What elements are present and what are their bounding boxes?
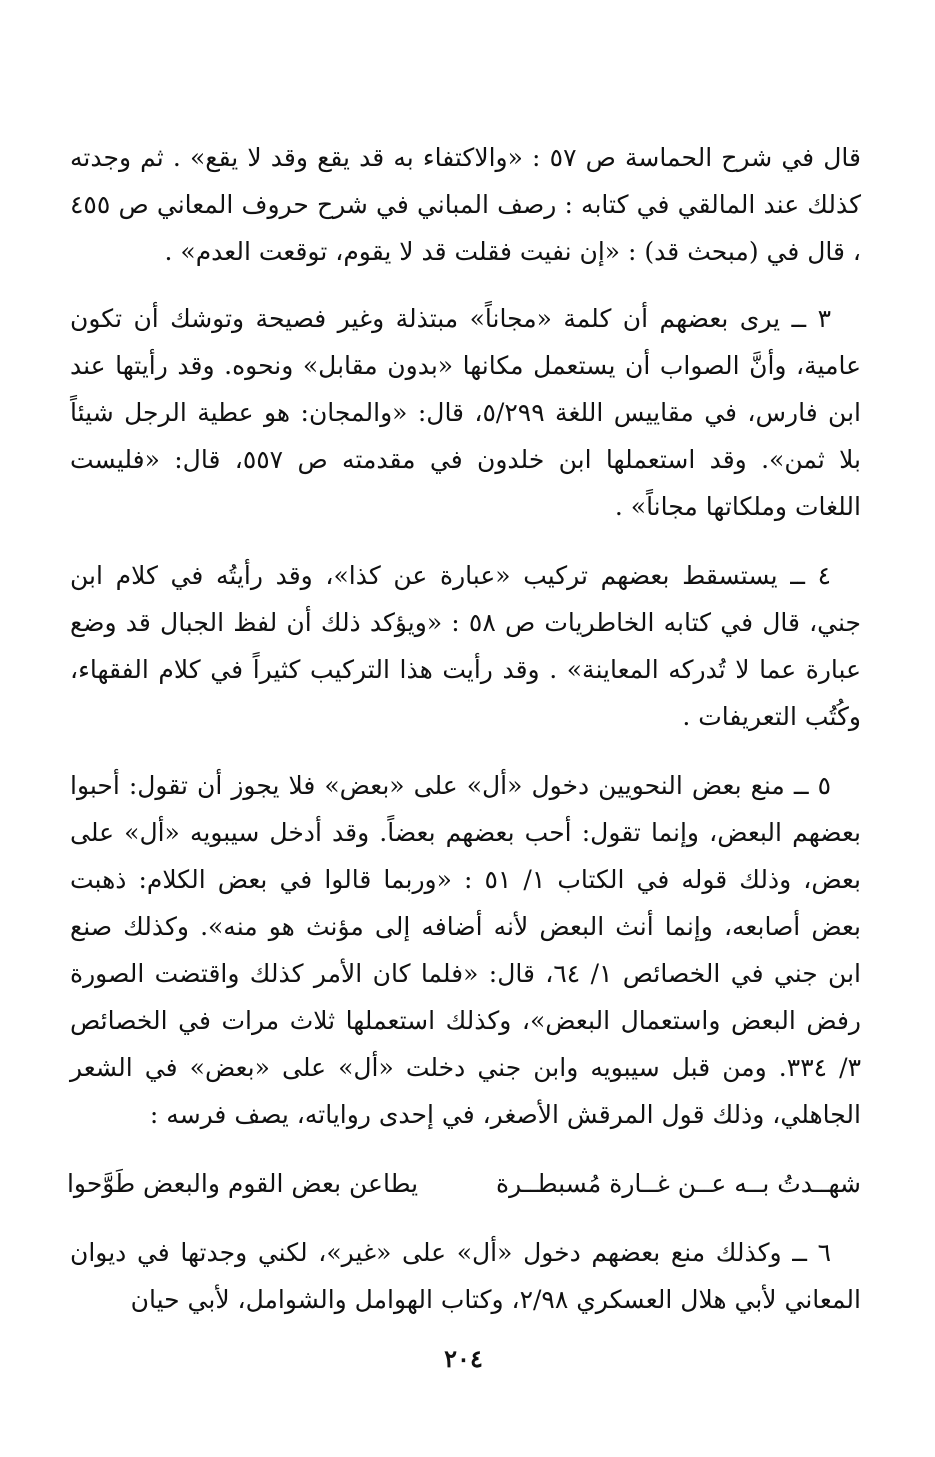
verse-second-hemistich: يطاعن بعض القوم والبعض طَوَّحوا	[66, 1169, 419, 1198]
page-number-text: ٢٠٤	[444, 1344, 483, 1373]
paragraph-continuation: قال في شرح الحماسة ص ٥٧ : «والاكتفاء به قد يقع وقد لا يقع» . ثم وجدته كذلك عند المالقي في كتابه : رصف المباني في شرح حروف المعاني ص ٤٥٥ ، قال في (مبحث قد) : «إن نفيت فقلت قد لا يقوم، توقعت العدم» .	[70, 143, 861, 266]
paragraph-item-4: ٤ ــ يستسقط بعضهم تركيب «عبارة عن كذا»، وقد رأيتُه في كلام ابن جني، قال في كتابه الخاطريات ص ٥٨ : «ويؤكد ذلك أن لفظ الجبال قد وضع عبارة عما لا تُدركه المعاينة» . وقد رأيت هذا التركيب كثيراً في كلام الفقهاء، وكُتُب التعريفات .	[70, 561, 861, 731]
page-body	[66, 134, 861, 1345]
poetry-verse	[66, 1160, 861, 1207]
page-number	[0, 1344, 935, 1373]
paragraph-item-5: ٥ ــ منع بعض النحويين دخول «أل» على «بعض» فلا يجوز أن تقول: أحبوا بعضهم البعض، وإنما تقول: أحب بعضهم بعضاً. وقد أدخل سيبويه «أل» على بعض، وذلك قوله في الكتاب ١/ ٥١ : «وربما قالوا في بعض الكلام: ذهبت بعض أصابعه، وإنما أنث البعض لأنه أضافه إلى مؤنث هو منه». وكذلك صنع ابن جني في الخصائص ١/ ٦٤، قال: «فلما كان الأمر كذلك واقتضت الصورة رفض البعض واستعمال البعض»، وكذلك استعملها ثلاث مرات في الخصائص ٣/ ٣٣٤. ومن قبل سيبويه وابن جني دخلت «أل» على «بعض» في الشعر الجاهلي، وذلك قول المرقش الأصغر، في إحدى رواياته، يصف فرسه :	[70, 771, 861, 1129]
paragraph-item-6: ٦ ــ وكذلك منع بعضهم دخول «أل» على «غير»، لكني وجدتها في ديوان المعاني لأبي هلال العسكري ٢/٩٨، وكتاب الهوامل والشوامل، لأبي حيان	[70, 1238, 861, 1314]
verse-first-hemistich: شهــدتُ بــه عــن غــارة مُسبطــرة	[496, 1169, 861, 1198]
paragraph-item-3: ٣ ــ يرى بعضهم أن كلمة «مجاناً» مبتذلة وغير فصيحة وتوشك أن تكون عامية، وأنَّ الصواب أن يستعمل مكانها «بدون مقابل» ونحوه. وقد رأيتها عند ابن فارس، في مقاييس اللغة ٥/٢٩٩، قال: «والمجان: هو عطية الرجل شيئاً بلا ثمن». وقد استعملها ابن خلدون في مقدمته ص ٥٥٧، قال: «فليست اللغات وملكاتها مجاناً» .	[70, 304, 861, 521]
